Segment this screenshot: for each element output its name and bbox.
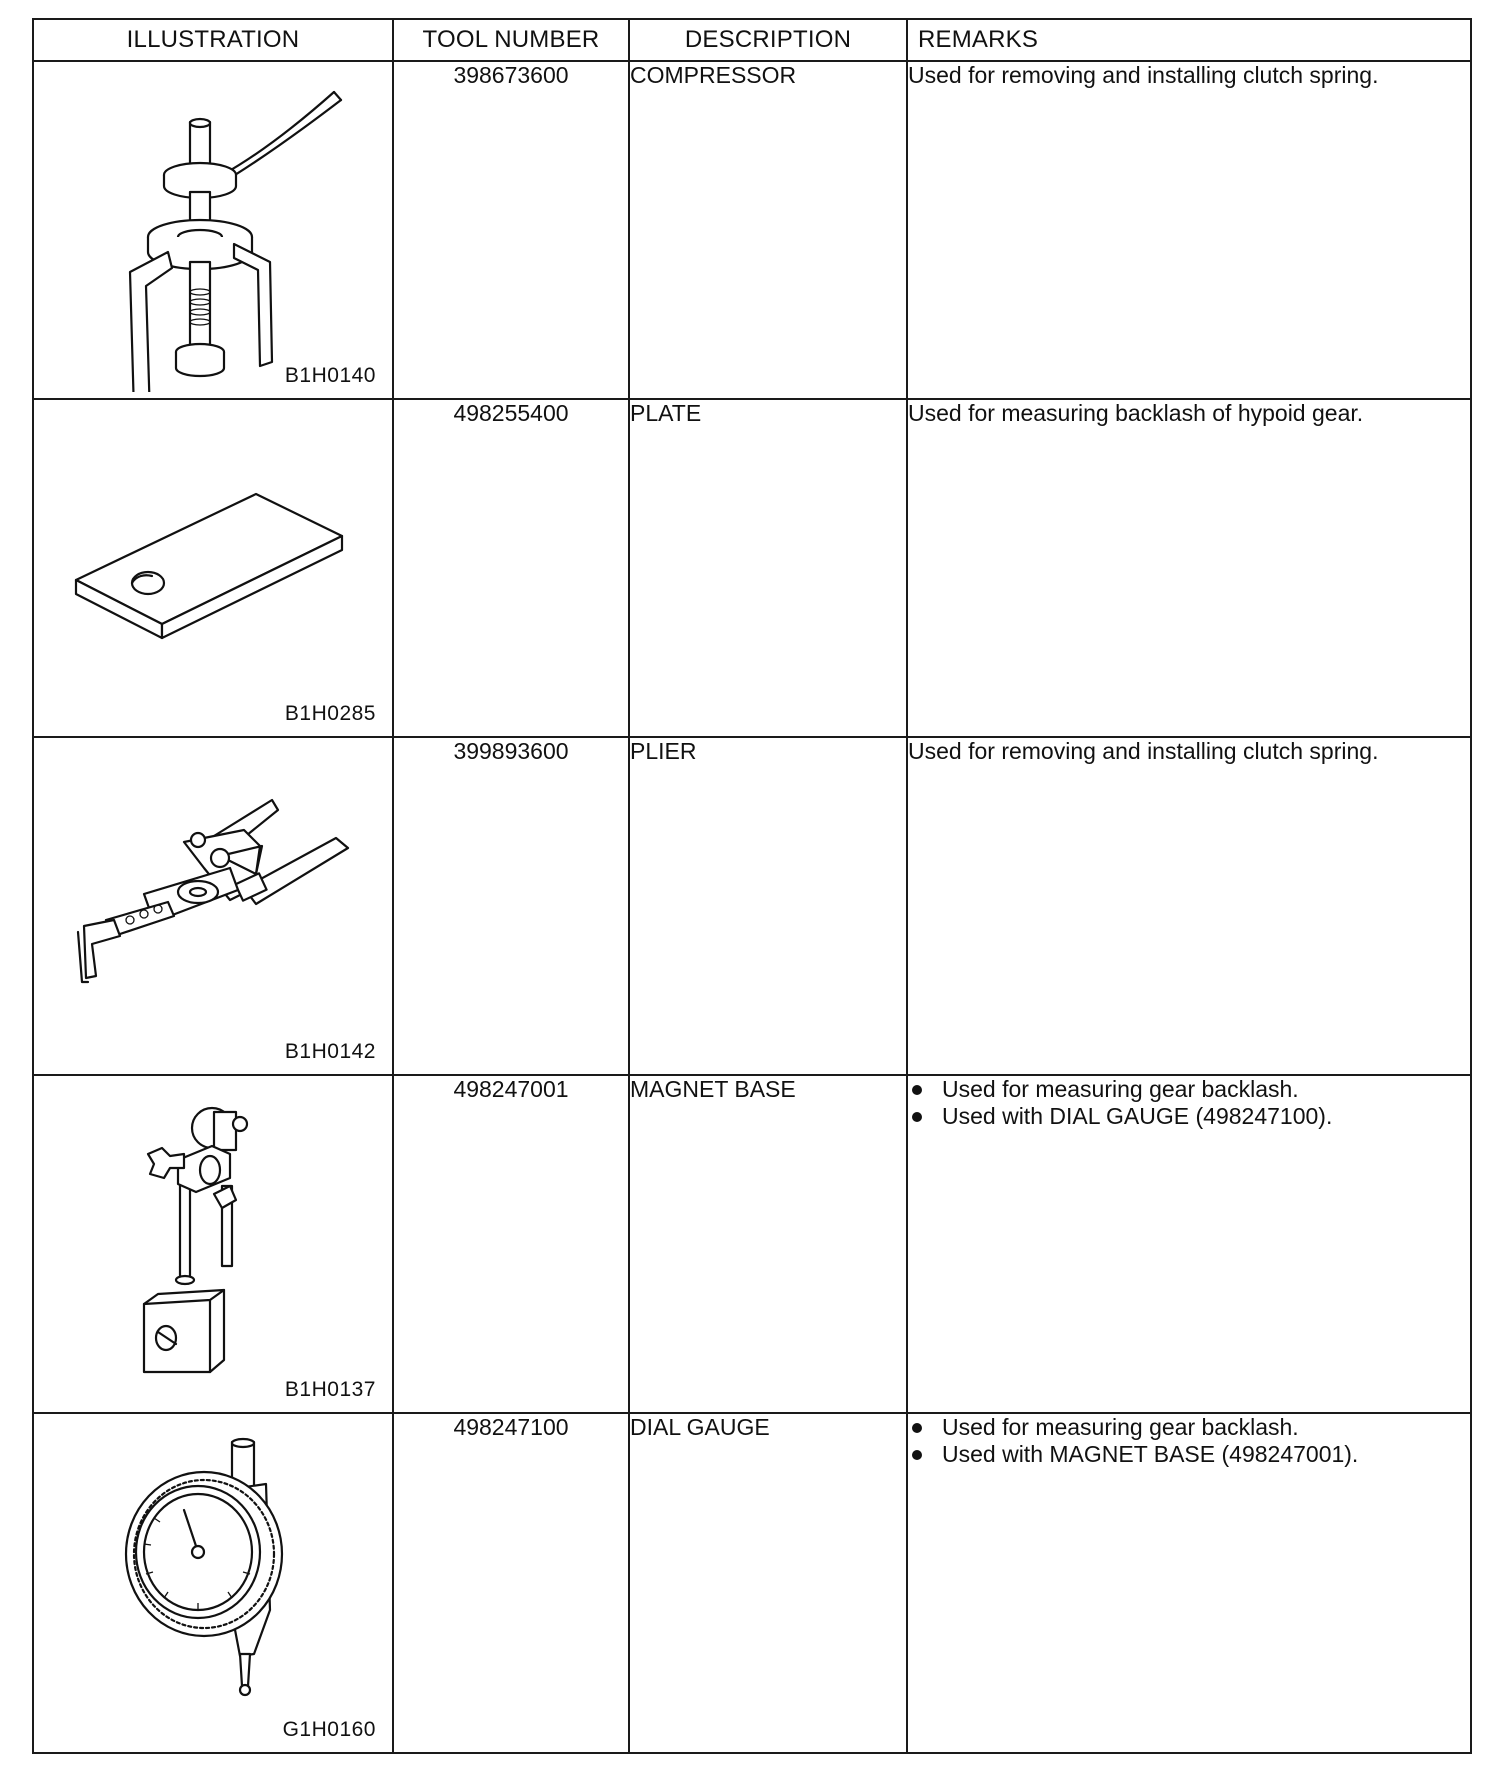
remark-item: Used for measuring gear backlash. — [908, 1076, 1470, 1103]
magnet-base-tool-icon — [34, 1076, 392, 1406]
special-tools-table — [32, 18, 1472, 1754]
illustration-cell — [33, 61, 393, 399]
remark-item: Used for measuring gear backlash. — [908, 1414, 1470, 1441]
illustration-code: B1H0285 — [284, 702, 376, 725]
table-header-row — [33, 19, 1471, 61]
remark-text: Used for removing and installing clutch spring. — [908, 738, 1379, 764]
table-row — [33, 1075, 1471, 1413]
remarks-list — [908, 1414, 1470, 1468]
plate-tool-icon — [34, 400, 392, 730]
remarks-list — [908, 1076, 1470, 1130]
illustration-cell — [33, 1075, 393, 1413]
tool-remarks — [907, 399, 1471, 737]
table-row — [33, 1413, 1471, 1753]
dial-gauge-tool-icon — [34, 1414, 392, 1744]
tool-remarks — [907, 61, 1471, 399]
illustration-code: G1H0160 — [282, 1718, 376, 1741]
tool-description: PLATE — [629, 399, 907, 737]
remark-item: Used with DIAL GAUGE (498247100). — [908, 1103, 1470, 1130]
header-remarks: REMARKS — [907, 19, 1471, 61]
table-row — [33, 737, 1471, 1075]
remark-text: Used for measuring backlash of hypoid gear. — [908, 400, 1364, 426]
tool-description: PLIER — [629, 737, 907, 1075]
remark-text: Used for removing and installing clutch spring. — [908, 62, 1379, 88]
tool-description: DIAL GAUGE — [629, 1413, 907, 1753]
tool-remarks — [907, 1413, 1471, 1753]
tool-remarks — [907, 737, 1471, 1075]
tool-number: 498247001 — [393, 1075, 629, 1413]
compressor-tool-icon — [34, 62, 392, 392]
table-row — [33, 61, 1471, 399]
remark-item: Used with MAGNET BASE (498247001). — [908, 1441, 1470, 1468]
tool-number: 399893600 — [393, 737, 629, 1075]
header-tool-number: TOOL NUMBER — [393, 19, 629, 61]
header-description: DESCRIPTION — [629, 19, 907, 61]
tool-description: COMPRESSOR — [629, 61, 907, 399]
illustration-cell — [33, 737, 393, 1075]
tool-number: 398673600 — [393, 61, 629, 399]
illustration-cell — [33, 1413, 393, 1753]
illustration-code: B1H0140 — [284, 364, 376, 387]
tool-remarks — [907, 1075, 1471, 1413]
table-row — [33, 399, 1471, 737]
header-illustration: ILLUSTRATION — [33, 19, 393, 61]
tool-description: MAGNET BASE — [629, 1075, 907, 1413]
tool-number: 498255400 — [393, 399, 629, 737]
illustration-cell — [33, 399, 393, 737]
illustration-code: B1H0137 — [284, 1378, 376, 1401]
plier-tool-icon — [34, 738, 392, 1068]
illustration-code: B1H0142 — [284, 1040, 376, 1063]
tool-number: 498247100 — [393, 1413, 629, 1753]
